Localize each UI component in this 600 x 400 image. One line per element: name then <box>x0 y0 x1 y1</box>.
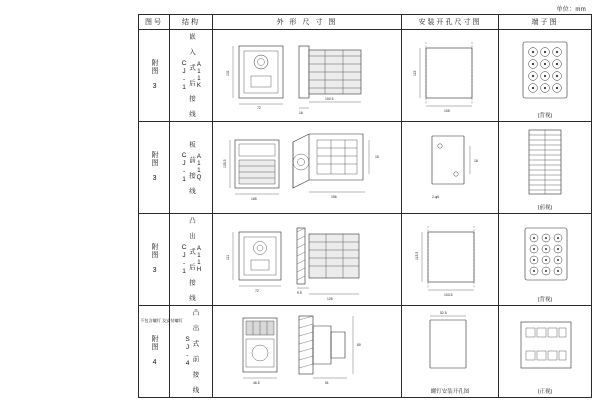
row-no-label: 附图 3 <box>151 242 159 275</box>
structure-model: CJ-1 <box>180 151 188 184</box>
svg-text:131: 131 <box>226 70 230 76</box>
structure-text: 板 前 接 线 <box>188 140 196 195</box>
cell-terminal-drawing <box>499 122 592 214</box>
outline-drawing-2 <box>213 122 401 212</box>
hole-note: 螺钉安装开孔图 <box>430 389 470 395</box>
table-header-row <box>139 15 592 30</box>
structure-text: 嵌 入 式 后 接 线 <box>188 33 196 118</box>
hole-drawing-2 <box>402 122 498 212</box>
outline-drawing-4 <box>213 306 401 396</box>
cell-hole-drawing <box>402 214 499 306</box>
structure-model: CJ-1 <box>180 243 188 276</box>
column-header-holes: 安装开孔尺寸图 <box>402 15 499 30</box>
structure-model: SJ-4 <box>184 335 191 368</box>
table-row <box>139 214 592 306</box>
svg-text:115: 115 <box>413 70 417 76</box>
terminal-drawing-4 <box>499 306 591 392</box>
terminal-caption: (正视) <box>537 389 553 395</box>
svg-text:80: 80 <box>357 343 361 347</box>
cell-outline-drawing <box>213 214 402 306</box>
cell-outline-drawing <box>213 306 402 398</box>
cell-structure <box>170 214 213 306</box>
svg-text:72: 72 <box>255 289 259 293</box>
svg-text:52.5: 52.5 <box>440 311 447 315</box>
svg-text:105: 105 <box>444 109 450 113</box>
terminal-drawing-3 <box>499 214 591 300</box>
svg-text:72: 72 <box>257 106 261 110</box>
column-header-no: 图号 <box>139 15 170 30</box>
structure-text: 凸 出 式 后 接 线 <box>188 217 196 302</box>
cell-row-no <box>139 30 170 122</box>
svg-text:113.5: 113.5 <box>415 251 419 260</box>
specification-table <box>138 14 592 398</box>
svg-text:15: 15 <box>375 155 379 159</box>
svg-text:103.5: 103.5 <box>444 293 453 297</box>
cell-row-no <box>139 214 170 306</box>
cell-terminal-drawing <box>499 306 592 398</box>
hole-drawing-4 <box>402 306 498 396</box>
hole-drawing-3 <box>402 214 498 304</box>
row-no-label: 附图 3 <box>151 58 159 91</box>
cell-outline-drawing <box>213 30 402 122</box>
svg-text:16: 16 <box>299 111 303 115</box>
table-row <box>139 30 592 122</box>
structure-note-text: 不包含螺钉 及安装螺钉 <box>140 318 184 323</box>
column-header-structure: 结构 <box>170 15 213 30</box>
column-header-terminal: 端子图 <box>499 15 592 30</box>
cell-terminal-drawing <box>499 30 592 122</box>
svg-text:165: 165 <box>251 197 257 201</box>
column-header-outline: 外 形 尺 寸 图 <box>213 15 402 30</box>
cell-structure <box>170 122 213 214</box>
svg-text:9.5: 9.5 <box>297 291 302 295</box>
svg-text:51: 51 <box>325 381 329 385</box>
row-no-label: 附图 3 <box>151 150 159 183</box>
terminal-caption: (背视) <box>537 297 553 303</box>
cell-terminal-drawing <box>499 214 592 306</box>
svg-text:18: 18 <box>474 159 478 163</box>
structure-code: A11K <box>195 61 202 90</box>
svg-text:46.5: 46.5 <box>253 381 260 385</box>
table-row <box>139 122 592 214</box>
outline-drawing-3 <box>213 214 401 304</box>
terminal-drawing-1 <box>499 30 591 116</box>
structure-code: A11Q <box>195 153 202 182</box>
terminal-drawing-2 <box>499 122 591 208</box>
cell-outline-drawing <box>213 122 402 214</box>
cell-hole-drawing <box>402 122 499 214</box>
row-no-label: 附图 4 <box>151 334 159 367</box>
cell-hole-drawing <box>402 30 499 122</box>
hole-drawing-1 <box>402 30 498 120</box>
svg-text:100.5: 100.5 <box>325 97 334 101</box>
structure-model: CJ-1 <box>180 59 188 92</box>
structure-code: A11H <box>195 245 202 274</box>
svg-text:111: 111 <box>226 254 230 260</box>
unit-note: 单位：mm <box>556 7 586 13</box>
hole-note: 2-φ6 <box>432 195 440 199</box>
cell-structure <box>170 30 213 122</box>
svg-text:135.5: 135.5 <box>223 159 227 168</box>
cell-row-no <box>139 122 170 214</box>
svg-text:156: 156 <box>331 195 337 199</box>
svg-text:126: 126 <box>327 297 333 301</box>
terminal-caption: (前视) <box>537 205 553 211</box>
structure-text: 凸 出 式 前 接 线 <box>191 309 199 394</box>
cell-hole-drawing <box>402 306 499 398</box>
structure-note <box>140 318 196 323</box>
outline-drawing-1 <box>213 30 401 120</box>
table-row <box>139 306 592 398</box>
terminal-caption: (背视) <box>537 113 553 119</box>
